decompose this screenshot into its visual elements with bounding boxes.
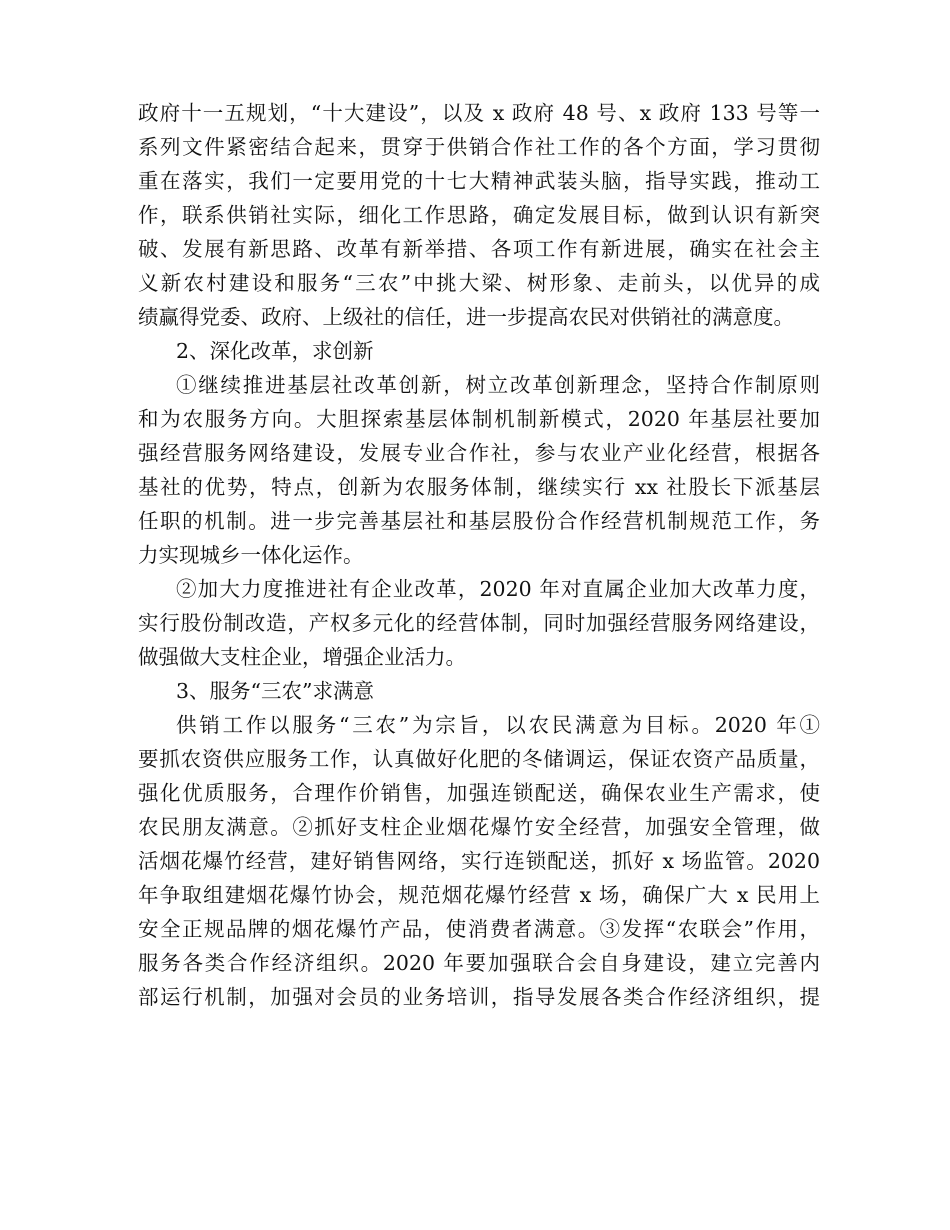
text-line: 强化优质服务，合理作价销售，加强连锁配送，确保农业生产需求，使 <box>138 781 820 805</box>
paragraph-service-work <box>138 708 820 1014</box>
heading-text: 2、深化改革，求创新 <box>176 339 374 363</box>
section-heading-deepen-reform <box>138 334 820 368</box>
text-line: 绩赢得党委、政府、上级社的信任，进一步提高农民对供销社的满意度。 <box>138 305 794 329</box>
text-line: 安全正规品牌的烟花爆竹产品，使消费者满意。③发挥“农联会”作用， <box>138 917 820 941</box>
text-line: 实行股份制改造，产权多元化的经营体制，同时加强经营服务网络建设， <box>138 611 820 635</box>
text-line: 年争取组建烟花爆竹协会，规范烟花爆竹经营 x 场，确保广大 x 民用上 <box>138 883 820 907</box>
document-page <box>138 96 820 1014</box>
text-line: 任职的机制。进一步完善基层社和基层股份合作经营机制规范工作，务 <box>138 509 820 533</box>
text-line: ①继续推进基层社改革创新，树立改革创新理念，坚持合作制原则 <box>176 373 820 397</box>
text-line: 和为农服务方向。大胆探索基层体制机制新模式，2020 年基层社要加 <box>138 407 820 431</box>
text-line: 部运行机制，加强对会员的业务培训，指导发展各类合作经济组织，提 <box>138 985 820 1009</box>
paragraph-grassroots-reform <box>138 368 820 572</box>
text-line: 破、发展有新思路、改革有新举措、各项工作有新进展，确实在社会主 <box>138 237 820 261</box>
text-line: 重在落实，我们一定要用党的十七大精神武装头脑，指导实践，推动工 <box>138 169 820 193</box>
text-line: 力实现城乡一体化运作。 <box>138 543 364 567</box>
text-line: 基社的优势，特点，创新为农服务体制，继续实行 xx 社股长下派基层 <box>138 475 820 499</box>
text-line: 义新农村建设和服务“三农”中挑大梁、树形象、走前头，以优异的成 <box>138 271 820 295</box>
text-line: 要抓农资供应服务工作，认真做好化肥的冬储调运，保证农资产品质量， <box>138 747 820 771</box>
section-heading-serve-agriculture <box>138 674 820 708</box>
text-line: 作，联系供销社实际，细化工作思路，确定发展目标，做到认识有新突 <box>138 203 820 227</box>
text-line: 服务各类合作经济组织。2020 年要加强联合会自身建设，建立完善内 <box>138 951 820 975</box>
text-line: 供销工作以服务“三农”为宗旨，以农民满意为目标。2020 年① <box>176 713 820 737</box>
text-line: 政府十一五规划，“十大建设”，以及 x 政府 48 号、x 政府 133 号等一 <box>138 101 820 125</box>
text-line: 系列文件紧密结合起来，贯穿于供销合作社工作的各个方面，学习贯彻 <box>138 135 820 159</box>
heading-text: 3、服务“三农”求满意 <box>176 679 375 703</box>
paragraph-enterprise-reform <box>138 572 820 674</box>
text-line: ②加大力度推进社有企业改革，2020 年对直属企业加大改革力度， <box>176 577 820 601</box>
text-line: 农民朋友满意。②抓好支柱企业烟花爆竹安全经营，加强安全管理，做 <box>138 815 820 839</box>
paragraph-intro-continuation <box>138 96 820 334</box>
text-line: 强经营服务网络建设，发展专业合作社，参与农业产业化经营，根据各 <box>138 441 820 465</box>
text-line: 做强做大支柱企业，增强企业活力。 <box>138 645 466 669</box>
text-line: 活烟花爆竹经营，建好销售网络，实行连锁配送，抓好 x 场监管。2020 <box>138 849 820 873</box>
